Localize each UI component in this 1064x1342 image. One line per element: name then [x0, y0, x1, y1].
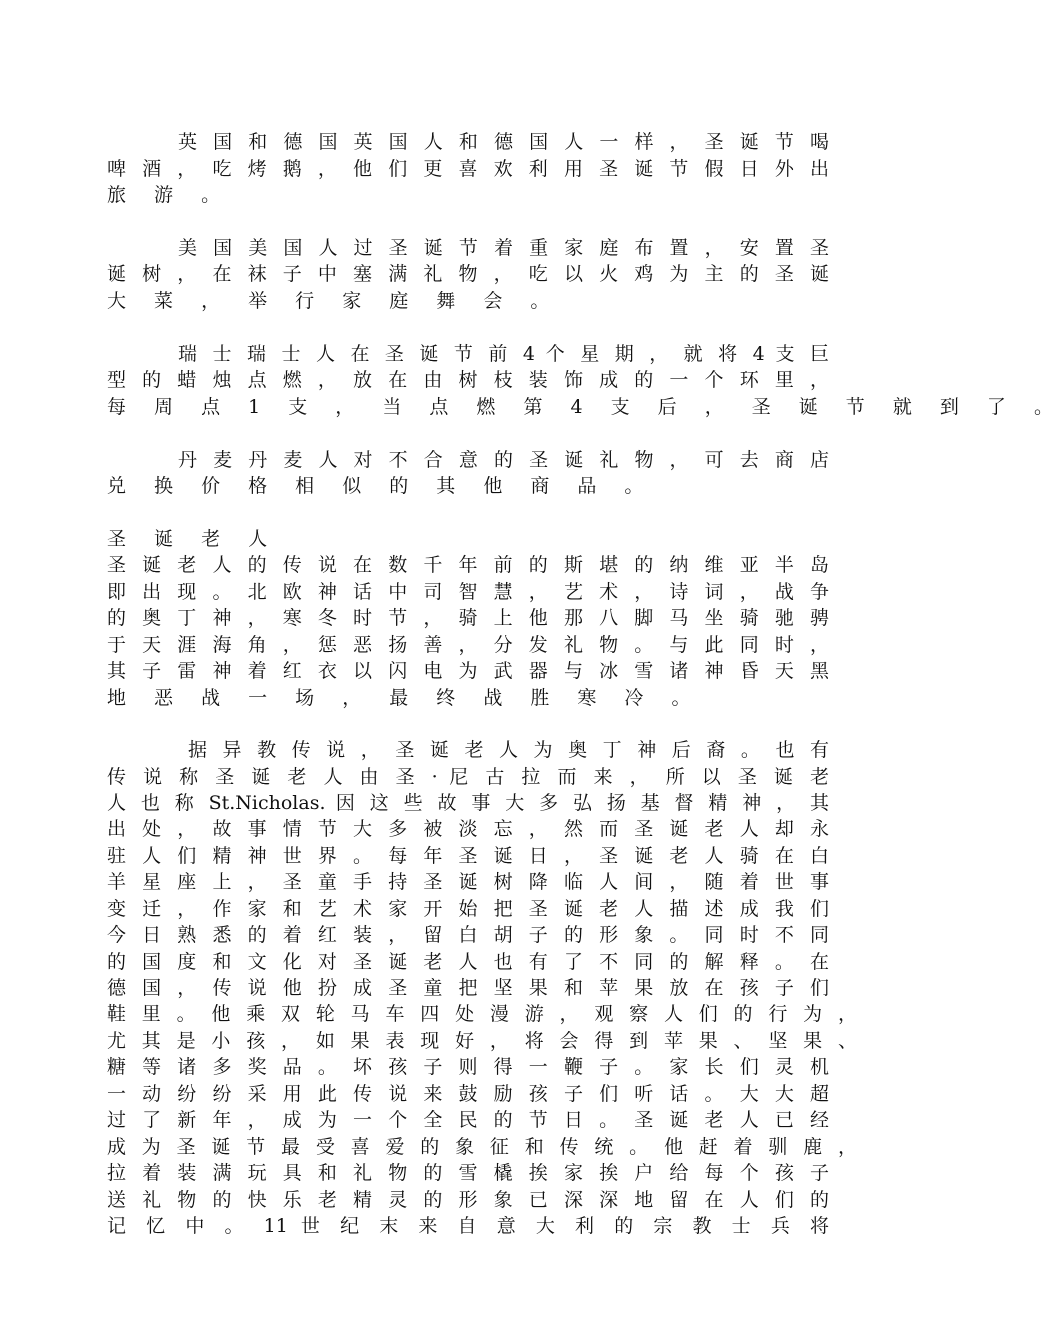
paragraph-legend-line-11: 鞋 里 。 他 乘 双 轮 马 车 四 处 漫 游 ， 观 察 人 们 的 行 为 ，	[107, 1003, 857, 1025]
paragraph-usa-line-1: 美 国 美 国 人 过 圣 诞 节 着 重 家 庭 布 置 ， 安 置 圣	[178, 237, 829, 259]
paragraph-legend-line-12: 尤 其 是 小 孩 ， 如 果 表 现 好 ， 将 会 得 到 苹 果 、 坚 果 、	[107, 1030, 857, 1052]
paragraph-legend-line-4: 出 处 ， 故 事 情 节 大 多 被 淡 忘 ， 然 而 圣 诞 老 人 却 永	[107, 818, 829, 840]
paragraph-legend-line-6: 羊 星 座 上 ， 圣 童 手 持 圣 诞 树 降 临 人 间 ， 随 着 世 事	[107, 871, 829, 893]
paragraph-legend-line-14: 一 动 纷 纷 采 用 此 传 说 来 鼓 励 孩 子 们 听 话 。 大 大 超	[107, 1083, 829, 1105]
paragraph-switzerland-line-3: 每 周 点 1 支 ， 当 点 燃 第 4 支 后 ， 圣 诞 节 就 到 了 。	[107, 396, 1064, 418]
paragraph-santa-origin-line-6: 地 恶 战 一 场 ， 最 终 战 胜 寒 冷 。	[107, 687, 702, 709]
paragraph-uk-germany-line-3: 旅 游 。	[107, 184, 232, 206]
paragraph-denmark-line-2: 兑 换 价 格 相 似 的 其 他 商 品 。	[107, 475, 655, 497]
paragraph-santa-origin-line-2: 即 出 现 。 北 欧 神 话 中 司 智 慧 ， 艺 术 ， 诗 词 ， 战 争	[107, 581, 829, 603]
paragraph-legend-line-9: 的 国 度 和 文 化 对 圣 诞 老 人 也 有 了 不 同 的 解 释 。 在	[107, 951, 829, 973]
paragraph-legend-line-13: 糖 等 诸 多 奖 品 。 坏 孩 子 则 得 一 鞭 子 。 家 长 们 灵 机	[107, 1056, 829, 1078]
paragraph-switzerland-line-1: 瑞 士 瑞 士 人 在 圣 诞 节 前 4 个 星 期 ， 就 将 4 支 巨	[178, 343, 829, 365]
paragraph-usa-line-3: 大 菜 ， 举 行 家 庭 舞 会 。	[107, 290, 561, 312]
paragraph-usa-line-2: 诞 树 ， 在 袜 子 中 塞 满 礼 物 ， 吃 以 火 鸡 为 主 的 圣 诞	[107, 263, 829, 285]
paragraph-legend-line-19: 记 忆 中 。 11 世 纪 末 来 自 意 大 利 的 宗 教 士 兵 将	[107, 1215, 829, 1237]
paragraph-santa-origin-line-5: 其 子 雷 神 着 红 衣 以 闪 电 为 武 器 与 冰 雪 诸 神 昏 天 黑	[107, 660, 829, 682]
paragraph-santa-origin-line-4: 于 天 涯 海 角 ， 惩 恶 扬 善 ， 分 发 礼 物 。 与 此 同 时 ，	[107, 634, 829, 656]
paragraph-legend-line-16: 成 为 圣 诞 节 最 受 喜 爱 的 象 征 和 传 统 。 他 赶 着 驯 鹿 ，	[107, 1136, 857, 1158]
paragraph-legend-line-17: 拉 着 装 满 玩 具 和 礼 物 的 雪 橇 挨 家 挨 户 给 每 个 孩 子	[107, 1162, 829, 1184]
paragraph-legend-line-2: 传 说 称 圣 诞 老 人 由 圣 · 尼 古 拉 而 来 ， 所 以 圣 诞 老	[107, 766, 829, 788]
paragraph-legend-line-10: 德 国 ， 传 说 他 扮 成 圣 童 把 坚 果 和 苹 果 放 在 孩 子 们	[107, 977, 829, 999]
paragraph-santa-origin-line-3: 的 奥 丁 神 ， 寒 冬 时 节 ， 骑 上 他 那 八 脚 马 坐 骑 驰 骋	[107, 607, 829, 629]
paragraph-legend-line-18: 送 礼 物 的 快 乐 老 精 灵 的 形 象 已 深 深 地 留 在 人 们 的	[107, 1189, 829, 1211]
paragraph-legend-line-8: 今 日 熟 悉 的 着 红 装 ， 留 白 胡 子 的 形 象 。 同 时 不 同	[107, 924, 829, 946]
section-heading-santa-claus: 圣 诞 老 人	[107, 528, 279, 550]
paragraph-santa-origin-line-1: 圣 诞 老 人 的 传 说 在 数 千 年 前 的 斯 堪 的 纳 维 亚 半 岛	[107, 554, 829, 576]
paragraph-uk-germany-line-2: 啤 酒 ， 吃 烤 鹅 ， 他 们 更 喜 欢 利 用 圣 诞 节 假 日 外 出	[107, 158, 829, 180]
paragraph-switzerland-line-2: 型 的 蜡 烛 点 燃 ， 放 在 由 树 枝 装 饰 成 的 一 个 环 里 ，	[107, 369, 829, 391]
paragraph-uk-germany-line-1: 英 国 和 德 国 英 国 人 和 德 国 人 一 样 ， 圣 诞 节 喝	[178, 131, 829, 153]
paragraph-legend-line-3: 人 也 称 St.Nicholas. 因 这 些 故 事 大 多 弘 扬 基 督 精 神 ， 其	[107, 792, 829, 814]
paragraph-legend-line-5: 驻 人 们 精 神 世 界 。 每 年 圣 诞 日 ， 圣 诞 老 人 骑 在 白	[107, 845, 829, 867]
paragraph-legend-line-7: 变 迁 ， 作 家 和 艺 术 家 开 始 把 圣 诞 老 人 描 述 成 我 们	[107, 898, 829, 920]
paragraph-legend-line-15: 过 了 新 年 ， 成 为 一 个 全 民 的 节 日 。 圣 诞 老 人 已 经	[107, 1109, 829, 1131]
paragraph-legend-line-1: 据 异 教 传 说 ， 圣 诞 老 人 为 奥 丁 神 后 裔 。 也 有	[188, 739, 829, 761]
paragraph-denmark-line-1: 丹 麦 丹 麦 人 对 不 合 意 的 圣 诞 礼 物 ， 可 去 商 店	[178, 449, 829, 471]
